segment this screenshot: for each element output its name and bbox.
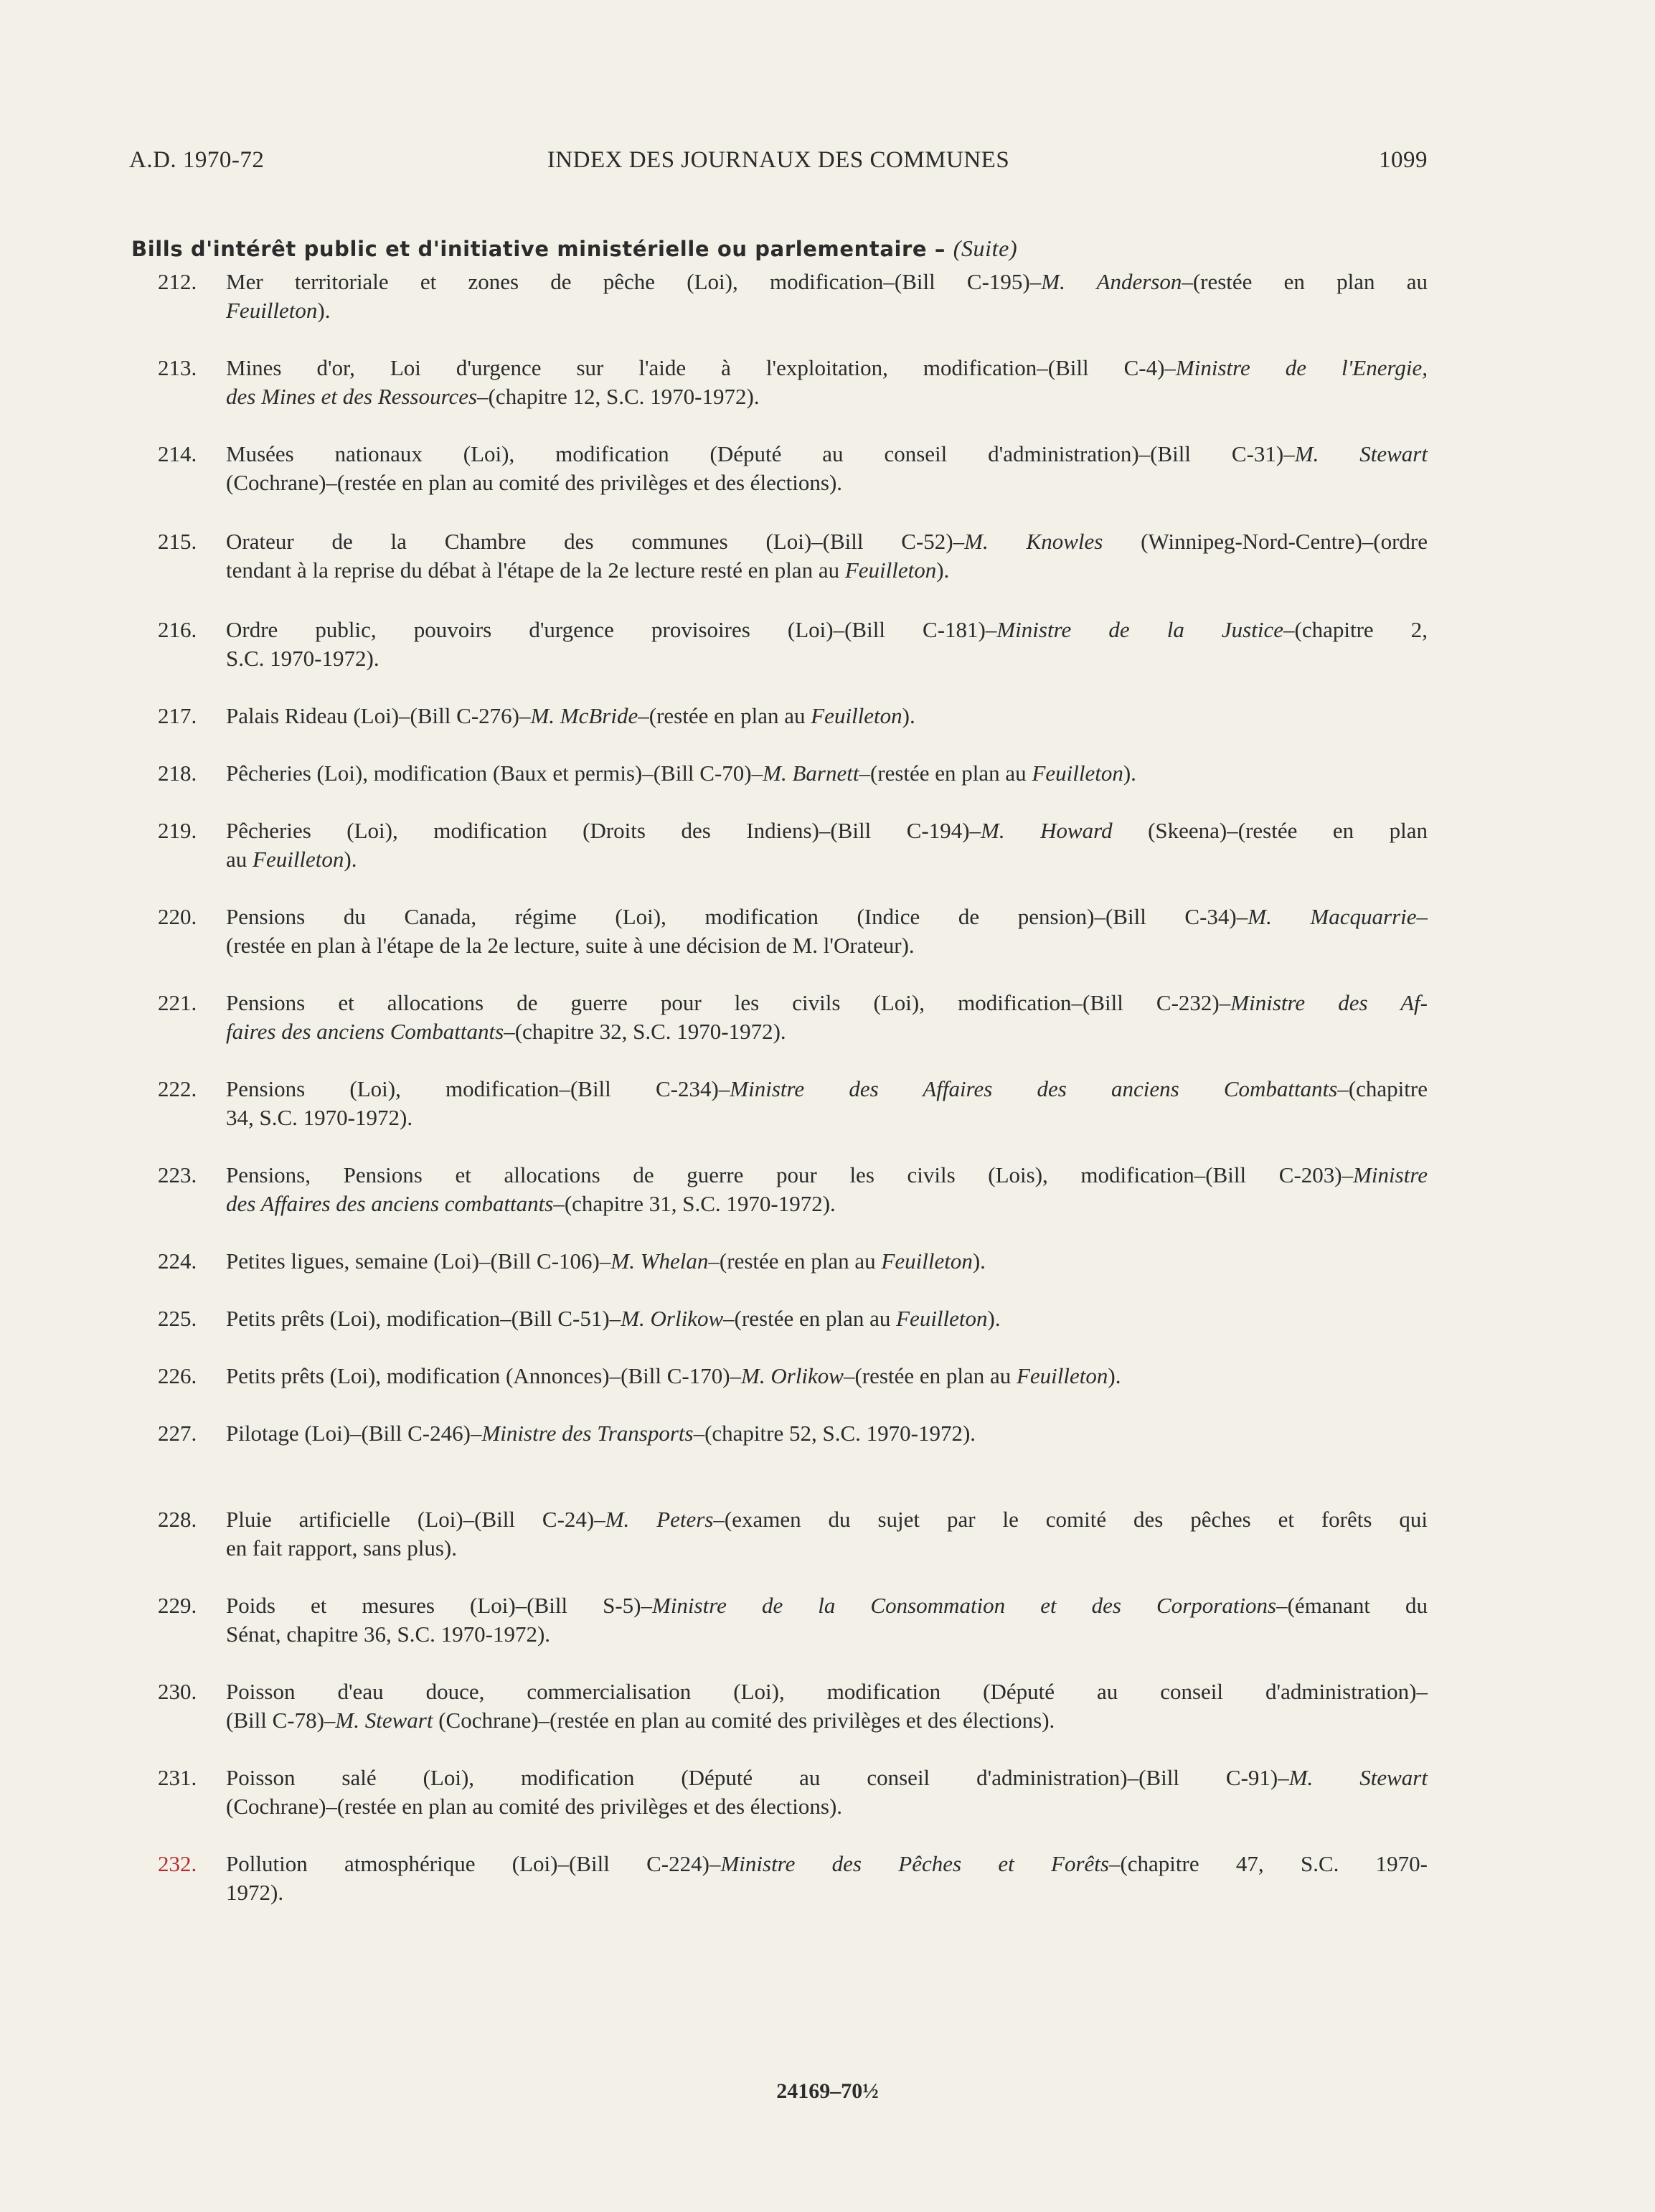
entry-title: Pensions du Canada, régime (Loi), modification (Indice de pension)–(Bill C-34)– [226, 904, 1248, 929]
index-entry [158, 268, 1428, 325]
entry-title: Mer territoriale et zones de pêche (Loi), modification–(Bill C-195)– [226, 269, 1042, 294]
entry-text [226, 903, 1428, 960]
section-title [131, 235, 1458, 262]
entry-sponsor: Feuilleton [844, 557, 937, 583]
entry-number: 231. [158, 1765, 197, 1790]
entry-text [226, 702, 1428, 730]
entry-sponsor: M. Anderson [1041, 269, 1182, 294]
entry-continuation: (Bill C-78)– [226, 1708, 336, 1733]
entry-continuation: S.C. 1970-1972). [226, 646, 379, 671]
entry-continuation: 1972). [226, 1880, 284, 1905]
entry-number: 226. [158, 1363, 197, 1388]
entry-continuation: en fait rapport, sans plus). [226, 1535, 457, 1561]
entry-number: 232. [158, 1851, 197, 1876]
entry-line [226, 1677, 1428, 1706]
entry-number: 221. [158, 990, 197, 1015]
entry-line [226, 556, 1428, 585]
index-entry [158, 989, 1428, 1046]
entry-continuation: Sénat, chapitre 36, S.C. 1970-1972). [226, 1622, 551, 1647]
entry-text [226, 1161, 1428, 1218]
entry-text [226, 1505, 1428, 1563]
entry-feuilleton: Feuilleton [811, 703, 902, 728]
entry-text [226, 1419, 1428, 1448]
entry-number: 213. [158, 355, 197, 380]
entry-line [226, 903, 1428, 931]
entry-number: 214. [158, 441, 197, 466]
entry-sponsor: Ministre [1353, 1162, 1428, 1187]
index-entry [158, 903, 1428, 960]
entry-number: 229. [158, 1593, 197, 1618]
entry-title: Pollution atmosphérique (Loi)–(Bill C-224)– [226, 1851, 721, 1876]
entry-number: 212. [158, 269, 197, 294]
entry-line [226, 1419, 1428, 1448]
entry-title: Pêcheries (Loi), modification (Baux et permis)–(Bill C-70)– [226, 761, 763, 786]
entry-continuation: au [226, 847, 253, 872]
entry-line [226, 845, 1428, 874]
entry-line [226, 644, 1428, 673]
entry-sponsor: Ministre des Pêches et Forêts [720, 1851, 1109, 1876]
entry-continuation: (Cochrane)–(restée en plan au comité des privilèges et des élections). [226, 1794, 843, 1819]
page-number: 1099 [1379, 147, 1428, 173]
entry-feuilleton: Feuilleton [1032, 761, 1123, 786]
entry-text [226, 816, 1428, 874]
entry-continuation: (restée en plan à l'étape de la 2e lecture, suite à une décision de M. l'Orateur). [226, 933, 915, 958]
entry-text [226, 1591, 1428, 1649]
entry-sponsor: M. Stewart [1294, 441, 1428, 466]
entry-title: Mines d'or, Loi d'urgence sur l'aide à l'exploitation, modification–(Bill C-4)– [226, 355, 1176, 380]
entry-number: 224. [158, 1248, 197, 1274]
entry-status: –(restée en plan au [708, 1248, 882, 1274]
entry-text [226, 1304, 1428, 1333]
entry-title: Petites ligues, semaine (Loi)–(Bill C-106)– [226, 1248, 611, 1274]
index-entry [158, 354, 1428, 411]
entry-sponsor: Ministre des Af- [1230, 990, 1428, 1015]
entry-status: –(chapitre [1337, 1076, 1428, 1101]
entry-line [226, 989, 1428, 1017]
entry-line [226, 1850, 1428, 1878]
header-title: INDEX DES JOURNAUX DES COMMUNES [547, 147, 1010, 173]
entry-sponsor: M. Orlikow [621, 1306, 724, 1331]
entry-title: Poisson salé (Loi), modification (Député au conseil d'administration)–(Bill C-91)– [226, 1765, 1289, 1790]
entry-title: Pêcheries (Loi), modification (Droits des Indiens)–(Bill C-194)– [226, 818, 981, 843]
entry-line [226, 527, 1428, 556]
entry-title: Pluie artificielle (Loi)–(Bill C-24)– [226, 1507, 605, 1532]
entry-title: Poisson d'eau douce, commercialisation (Loi), modification (Député au conseil d'administration)– [226, 1679, 1428, 1704]
entry-status: –(chapitre 31, S.C. 1970-1972). [553, 1191, 836, 1216]
section-suite: (Suite) [953, 235, 1018, 261]
entry-status: –(restée en plan au [638, 703, 811, 728]
entry-continuation: (Cochrane)–(restée en plan au comité des privilèges et des élections). [226, 470, 843, 495]
entry-status-end: ). [902, 703, 915, 728]
entry-status-end: ). [1108, 1363, 1121, 1388]
entry-line [226, 1505, 1428, 1534]
entry-sponsor: Ministre des Transports [481, 1421, 694, 1446]
entry-text [226, 1677, 1428, 1735]
entry-status: –(chapitre 32, S.C. 1970-1972). [504, 1019, 786, 1044]
entry-number: 217. [158, 703, 197, 728]
index-entry [158, 1677, 1428, 1735]
header-years: A.D. 1970-72 [129, 147, 265, 173]
entry-sponsor: Feuilleton [253, 847, 344, 872]
entry-status: (Cochrane)–(restée en plan au comité des privilèges et des élections). [433, 1708, 1055, 1733]
index-entry [158, 1362, 1428, 1390]
entry-line [226, 1620, 1428, 1649]
index-entry [158, 1591, 1428, 1649]
index-entry [158, 759, 1428, 788]
entry-sponsor: M. Orlikow [741, 1363, 844, 1388]
entry-text [226, 989, 1428, 1046]
entry-number: 228. [158, 1507, 197, 1532]
entry-text [226, 1850, 1428, 1907]
index-entry [158, 1161, 1428, 1218]
entry-line [226, 1075, 1428, 1103]
entry-sponsor: Feuilleton [226, 298, 318, 323]
entry-status: (Skeena)–(restée en plan [1112, 818, 1428, 843]
index-entry [158, 1075, 1428, 1132]
entry-number: 218. [158, 761, 197, 786]
entry-sponsor: Ministre des Affaires des anciens Combattants [730, 1076, 1338, 1101]
entry-sponsor: M. McBride [530, 703, 638, 728]
entry-number: 215. [158, 529, 197, 554]
entry-number: 220. [158, 904, 197, 929]
entry-line [226, 469, 1428, 497]
entry-sponsor: M. Peters [605, 1507, 714, 1532]
entry-text [226, 759, 1428, 788]
index-entry [158, 1850, 1428, 1907]
entry-number: 219. [158, 818, 197, 843]
entry-feuilleton: Feuilleton [896, 1306, 988, 1331]
entry-status: –(émanant du [1276, 1593, 1428, 1618]
entry-line [226, 382, 1428, 411]
index-entry [158, 1247, 1428, 1276]
entry-text [226, 1764, 1428, 1821]
entry-title: Petits prêts (Loi), modification (Annonces)–(Bill C-170)– [226, 1363, 742, 1388]
entry-line [226, 1190, 1428, 1218]
entry-title: Petits prêts (Loi), modification–(Bill C-51)– [226, 1306, 621, 1331]
entry-sponsor: M. Macquarrie [1248, 904, 1417, 929]
entry-number: 216. [158, 617, 197, 642]
index-entry [158, 440, 1428, 497]
entry-number: 230. [158, 1679, 197, 1704]
section-title-text: Bills d'intérêt public et d'initiative ministérielle ou parlementaire – [131, 237, 953, 261]
entry-line [226, 1591, 1428, 1620]
entry-line [226, 1247, 1428, 1276]
entry-status: ). [317, 298, 331, 323]
entry-title: Pensions (Loi), modification–(Bill C-234)– [226, 1076, 730, 1101]
entry-sponsor: faires des anciens Combattants [226, 1019, 504, 1044]
index-entry [158, 1419, 1428, 1448]
entry-number: 222. [158, 1076, 197, 1101]
entry-line [226, 1304, 1428, 1333]
index-entry [158, 527, 1428, 585]
index-entry [158, 702, 1428, 730]
entry-line [226, 354, 1428, 382]
entry-line [226, 931, 1428, 960]
entry-text [226, 354, 1428, 411]
entry-line [226, 759, 1428, 788]
entry-status: –(restée en plan au [859, 761, 1032, 786]
entry-text [226, 1247, 1428, 1276]
entry-line [226, 1103, 1428, 1132]
entry-text [226, 1075, 1428, 1132]
entry-line [226, 1792, 1428, 1821]
page-footer-code: 24169–70½ [776, 2079, 879, 2103]
entry-title: Pensions et allocations de guerre pour les civils (Loi), modification–(Bill C-232)– [226, 990, 1231, 1015]
entry-status: –(restée en plan au [1182, 269, 1428, 294]
entry-line [226, 1764, 1428, 1792]
entry-line [226, 616, 1428, 644]
entry-sponsor: des Mines et des Ressources [226, 384, 478, 409]
entry-line [226, 268, 1428, 296]
entry-line [226, 816, 1428, 845]
entry-sponsor: Ministre de la Consommation et des Corporations [652, 1593, 1277, 1618]
index-entry [158, 1304, 1428, 1333]
entry-sponsor: M. Stewart [335, 1708, 433, 1733]
page-header [129, 147, 1428, 183]
entry-sponsor: M. Knowles [964, 529, 1103, 554]
index-entry [158, 816, 1428, 874]
entry-continuation: tendant à la reprise du débat à l'étape de la 2e lecture resté en plan au [226, 557, 845, 583]
entry-feuilleton: Feuilleton [1016, 1363, 1108, 1388]
entry-line [226, 1362, 1428, 1390]
entry-line [226, 296, 1428, 325]
entry-sponsor: M. Whelan [610, 1248, 709, 1274]
entry-line [226, 1878, 1428, 1907]
entry-continuation: 34, S.C. 1970-1972). [226, 1105, 413, 1130]
entry-title: Palais Rideau (Loi)–(Bill C-276)– [226, 703, 531, 728]
entry-status-end: ). [987, 1306, 1001, 1331]
entry-status: ). [936, 557, 950, 583]
entry-status-end: ). [1123, 761, 1136, 786]
entry-text [226, 268, 1428, 325]
entry-text [226, 440, 1428, 497]
index-entry [158, 616, 1428, 673]
entry-sponsor: M. Stewart [1288, 1765, 1428, 1790]
entry-status: –(chapitre 52, S.C. 1970-1972). [693, 1421, 976, 1446]
entry-status: –(examen du sujet par le comité des pêches et forêts qui [713, 1507, 1428, 1532]
entry-line [226, 1017, 1428, 1046]
entry-status: –(chapitre 2, [1283, 617, 1428, 642]
entry-number: 225. [158, 1306, 197, 1331]
entry-title: Pensions, Pensions et allocations de guerre pour les civils (Lois), modification–(Bill C-203)– [226, 1162, 1354, 1187]
entry-title: Musées nationaux (Loi), modification (Député au conseil d'administration)–(Bill C-31)– [226, 441, 1295, 466]
entry-number: 223. [158, 1162, 197, 1187]
entry-status: –(chapitre 12, S.C. 1970-1972). [477, 384, 760, 409]
entry-line [226, 1534, 1428, 1563]
index-entry [158, 1764, 1428, 1821]
entry-number: 227. [158, 1421, 197, 1446]
entry-title: Pilotage (Loi)–(Bill C-246)– [226, 1421, 482, 1446]
entry-status: (Winnipeg-Nord-Centre)–(ordre [1103, 529, 1428, 554]
entry-status: – [1416, 904, 1428, 929]
entry-line [226, 440, 1428, 469]
entry-status-end: ). [972, 1248, 986, 1274]
entry-status: –(chapitre 47, S.C. 1970- [1108, 1851, 1428, 1876]
entry-feuilleton: Feuilleton [881, 1248, 973, 1274]
entry-sponsor: M. Howard [981, 818, 1113, 843]
entry-line [226, 1161, 1428, 1190]
entry-line [226, 1706, 1428, 1735]
entry-title: Orateur de la Chambre des communes (Loi)–(Bill C-52)– [226, 529, 965, 554]
entry-status: –(restée en plan au [723, 1306, 897, 1331]
entry-text [226, 616, 1428, 673]
entry-sponsor: M. Barnett [763, 761, 859, 786]
entry-sponsor: Ministre de la Justice [996, 617, 1283, 642]
entry-status: –(restée en plan au [843, 1363, 1017, 1388]
entry-status: ). [344, 847, 357, 872]
entry-text [226, 527, 1428, 585]
entry-title: Poids et mesures (Loi)–(Bill S-5)– [226, 1593, 652, 1618]
entry-title: Ordre public, pouvoirs d'urgence provisoires (Loi)–(Bill C-181)– [226, 617, 997, 642]
entry-text [226, 1362, 1428, 1390]
entry-sponsor: Ministre de l'Energie, [1175, 355, 1428, 380]
index-entry [158, 1505, 1428, 1563]
entry-sponsor: des Affaires des anciens combattants [226, 1191, 554, 1216]
entry-line [226, 702, 1428, 730]
